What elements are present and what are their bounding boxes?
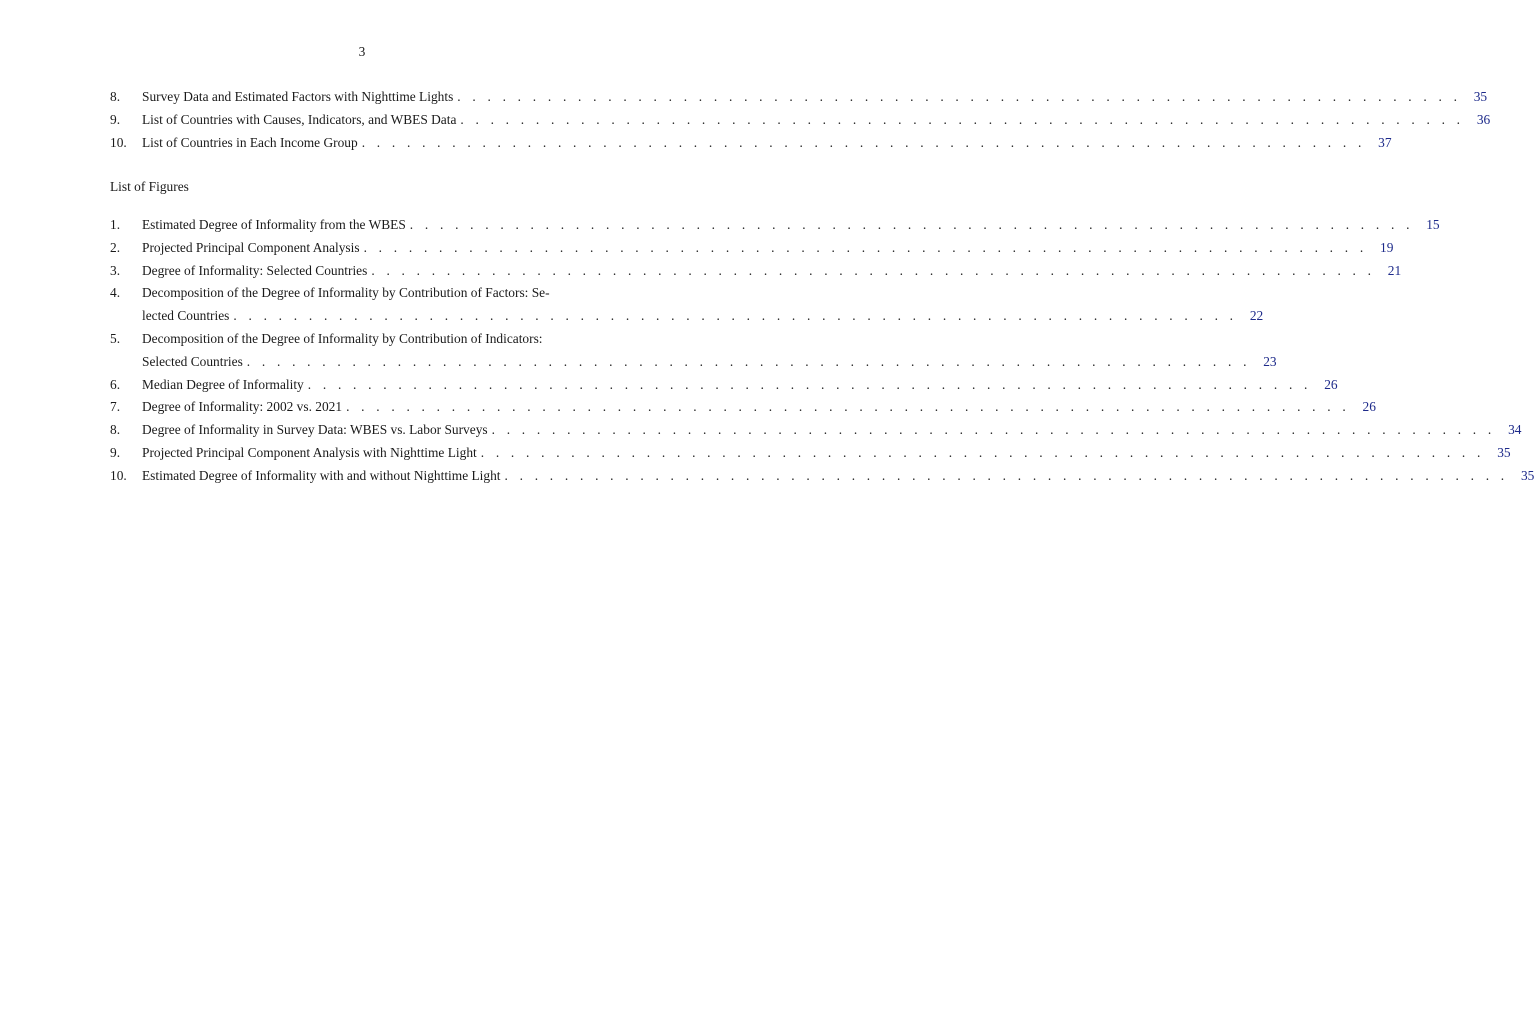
toc-entry-figure-10[interactable]	[110, 465, 1534, 488]
entry-title-line-1: Decomposition of the Degree of Informality by Contribution of Factors: Se-	[142, 282, 554, 305]
entry-page-link[interactable]: 15	[1426, 217, 1440, 232]
entry-number: 7.	[110, 399, 121, 415]
dot-leader: . . . . . . . . . . . . . . . . . . . . . . . . . . . . . . . . . . . . . . . . . . . . . . . . . . . . . . . . . . . . . . . . . . .	[409, 217, 1414, 232]
entry-title: Projected Principal Component Analysis	[142, 237, 364, 260]
dot-leader: . . . . . . . . . . . . . . . . . . . . . . . . . . . . . . . . . . . . . . . . . . . . . . . . . . . . . . . . . . . . . . . . . . .	[361, 134, 1366, 150]
list-of-tables-continued	[110, 86, 1491, 154]
entry-title: Projected Principal Component Analysis with Nighttime Light	[142, 442, 481, 465]
entry-page-link[interactable]: 35	[1520, 467, 1534, 483]
toc-entry-figure-3[interactable]	[110, 260, 1402, 283]
entry-title: Estimated Degree of Informality from the WBES	[142, 214, 410, 237]
entry-page-link[interactable]: 36	[1476, 111, 1491, 127]
entry-title: Median Degree of Informality	[142, 374, 308, 397]
dot-leader: . . . . . . . . . . . . . . . . . . . . . . . . . . . . . . . . . . . . . . . . . . . . . . . . . . . . . . . . . . . . . . . . . . .	[491, 422, 1496, 438]
entry-number: 2.	[110, 239, 121, 255]
entry-title: List of Countries with Causes, Indicators, and WBES Data	[142, 109, 460, 132]
entry-page-link[interactable]: 26	[1362, 399, 1376, 415]
toc-entry-figure-4[interactable]	[110, 282, 1264, 328]
entry-title: Survey Data and Estimated Factors with Nighttime Lights	[142, 86, 457, 109]
entry-number: 6.	[110, 376, 121, 392]
toc-entry-table-10[interactable]	[110, 132, 1392, 155]
dot-leader: . . . . . . . . . . . . . . . . . . . . . . . . . . . . . . . . . . . . . . . . . . . . . . . . . . . . . . . . . . . . . . . . . . .	[371, 262, 1376, 278]
toc-entry-figure-9[interactable]	[110, 442, 1511, 465]
dot-leader: . . . . . . . . . . . . . . . . . . . . . . . . . . . . . . . . . . . . . . . . . . . . . . . . . . . . . . . . . . . . . . . . . . .	[346, 399, 1350, 415]
entry-title-line-1: Decomposition of the Degree of Informality by Contribution of Indicators:	[142, 328, 547, 351]
entry-page-link[interactable]: 21	[1387, 262, 1402, 278]
dot-leader: . . . . . . . . . . . . . . . . . . . . . . . . . . . . . . . . . . . . . . . . . . . . . . . . . . . . . . . . . . . . . . . . . . .	[504, 467, 1509, 483]
dot-leader: . . . . . . . . . . . . . . . . . . . . . . . . . . . . . . . . . . . . . . . . . . . . . . . . . . . . . . . . . . . . . . . . . . .	[246, 353, 1251, 369]
entry-number: 3.	[110, 262, 121, 278]
dot-leader: . . . . . . . . . . . . . . . . . . . . . . . . . . . . . . . . . . . . . . . . . . . . . . . . . . . . . . . . . . . . . . . . . . .	[480, 444, 1485, 460]
toc-entry-figure-5[interactable]	[110, 328, 1277, 374]
page-number: 3	[358, 44, 366, 59]
entry-page-link[interactable]: 35	[1497, 444, 1511, 460]
entry-title: Degree of Informality in Survey Data: WBES vs. Labor Surveys	[142, 419, 492, 442]
entry-number: 1.	[110, 217, 121, 232]
dot-leader: . . . . . . . . . . . . . . . . . . . . . . . . . . . . . . . . . . . . . . . . . . . . . . . . . . . . . . . . . . . . . . . . . . .	[457, 89, 1462, 104]
entry-title: Degree of Informality: Selected Countries	[142, 260, 371, 283]
dot-leader: . . . . . . . . . . . . . . . . . . . . . . . . . . . . . . . . . . . . . . . . . . . . . . . . . . . . . . . . . . . . . . . . . . .	[363, 239, 1368, 255]
list-of-figures	[110, 214, 1534, 488]
entry-title-line-2: lected Countries	[142, 305, 233, 328]
entry-number: 8.	[110, 422, 121, 438]
entry-number: 10.	[110, 467, 127, 483]
toc-entry-table-8[interactable]	[110, 86, 1488, 109]
dot-leader: . . . . . . . . . . . . . . . . . . . . . . . . . . . . . . . . . . . . . . . . . . . . . . . . . . . . . . . . . . . . . . . . . . .	[233, 308, 1238, 324]
toc-entry-figure-1[interactable]	[110, 214, 1440, 237]
entry-title: Degree of Informality: 2002 vs. 2021	[142, 396, 346, 419]
entry-number: 10.	[110, 134, 127, 150]
dot-leader: . . . . . . . . . . . . . . . . . . . . . . . . . . . . . . . . . . . . . . . . . . . . . . . . . . . . . . . . . . . . . . . . . . .	[307, 376, 1312, 392]
entry-page-link[interactable]: 37	[1378, 134, 1392, 150]
entry-number: 8.	[110, 89, 121, 104]
entry-page-link[interactable]: 23	[1263, 353, 1277, 369]
entry-number: 5.	[110, 330, 121, 346]
entry-page-link[interactable]: 19	[1380, 239, 1394, 255]
entry-page-link[interactable]: 26	[1324, 376, 1338, 392]
toc-entry-table-9[interactable]	[110, 109, 1491, 132]
entry-page-link[interactable]: 34	[1508, 422, 1522, 438]
entry-title: List of Countries in Each Income Group	[142, 132, 362, 155]
entry-title: Estimated Degree of Informality with and without Nighttime Light	[142, 465, 505, 488]
toc-entry-figure-8[interactable]	[110, 419, 1522, 442]
toc-entry-figure-6[interactable]	[110, 374, 1338, 397]
entry-page-link[interactable]: 35	[1473, 89, 1488, 104]
toc-entry-figure-2[interactable]	[110, 237, 1394, 260]
entry-number: 4.	[110, 285, 121, 301]
toc-entry-figure-7[interactable]	[110, 396, 1376, 419]
entry-number: 9.	[110, 111, 121, 127]
dot-leader: . . . . . . . . . . . . . . . . . . . . . . . . . . . . . . . . . . . . . . . . . . . . . . . . . . . . . . . . . . . . . . . . . . .	[460, 111, 1465, 127]
entry-title-line-2: Selected Countries	[142, 351, 247, 374]
entry-number: 9.	[110, 444, 121, 460]
list-of-figures-heading: List of Figures	[110, 179, 189, 194]
entry-page-link[interactable]: 22	[1249, 308, 1264, 324]
